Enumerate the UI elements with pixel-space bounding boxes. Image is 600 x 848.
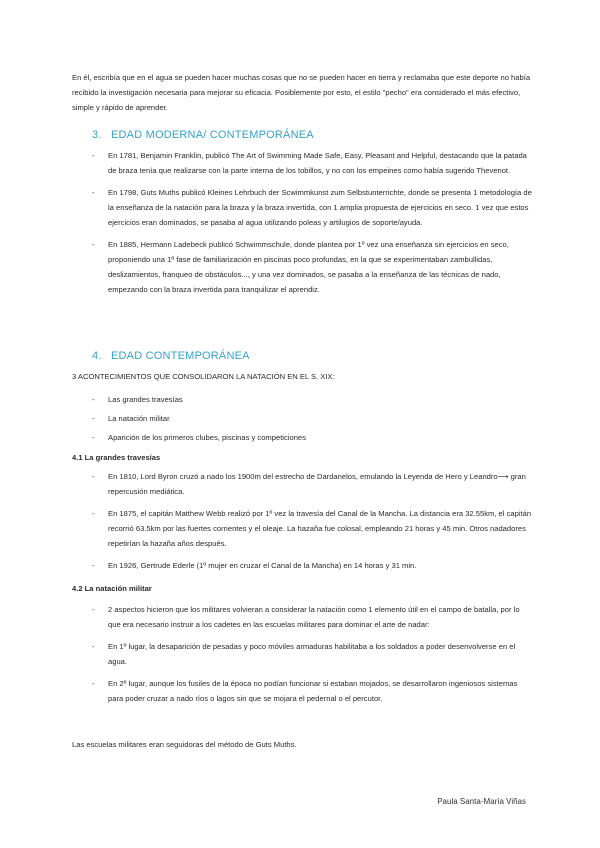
closing-paragraph: Las escuelas militares eran seguidoras del método de Guts Muths. bbox=[72, 740, 297, 749]
section-3-title: EDAD MODERNA/ CONTEMPORÁNEA bbox=[111, 129, 314, 141]
section-4-title: EDAD CONTEMPORÁNEA bbox=[111, 350, 250, 362]
list-item: - En 1º lugar, la desaparición de pesadas y poco móviles armaduras habilitaba a los soldados a poder desenvolverse en el agua. bbox=[92, 642, 516, 666]
list-item: - 2 aspectos hicieron que los militares volvieran a considerar la natación como 1 elemento útil en el campo de batalla, por lo que era necesario instruir a los cadetes en las escuelas militares para dominar el arte de nadar: bbox=[92, 605, 520, 629]
subsection-4-2-list bbox=[92, 602, 532, 706]
list-item: - En 1781, Benjamin Franklin, publicó The Art of Swimming Made Safe, Easy, Pleasant and Helpful, destacando que la patada de braza tenía que realizarse con la parte interna de los tobillos, y no con los empeines como había sugerido Thevenot. bbox=[92, 151, 527, 175]
subsection-4-2-title: 4.2 La natación militar bbox=[72, 584, 152, 593]
list-item: - En 1875, el capitán Matthew Webb realizó por 1º vez la travesía del Canal de la Mancha. La distancia era 32.55km, el capitán recorrió 63.5km por las fuertes corrientes y el oleaje. La hazaña fue colosal, empleando 21 horas y 45 min. Otros nadadores repetirían la hazaña años después. bbox=[92, 509, 532, 548]
section-3-list bbox=[92, 148, 532, 297]
intro-paragraph: En él, escribía que en el agua se pueden hacer muchas cosas que no se pueden hacer en tierra y reclamaba que este deporte no había recibido la investigación necesaria para mejorar su eficacia. Posiblemente por esto, el estilo "pecho" era considerado el más efectivo, simple y rápido de aprender. bbox=[72, 73, 531, 112]
list-item: - Las grandes travesías bbox=[92, 395, 183, 404]
section-4-list bbox=[92, 392, 532, 445]
section-4-lead: 3 ACONTECIMIENTOS QUE CONSOLIDARON LA NATACIÓN EN EL S. XIX: bbox=[72, 372, 335, 381]
list-item: - La natación militar bbox=[92, 414, 170, 423]
list-item: - En 1885, Hermann Ladebeck publicó Schwimmschule, donde plantea por 1º vez una enseñanza sin ejercicios en seco, proponiendo una 1º fase de familiarización en piscinas poco profundas, en la que se experimentaban zambullidas, deslizamientos, franqueo de obstáculos..., y una vez dominados, se pasaba a la enseñanza de las técnicas de nado, empezando con la braza invertida para tranquilizar el aprendiz. bbox=[92, 240, 509, 294]
list-item: - En 1798, Guts Muths publicó Kleines Lehrbuch der Scwimmkunst zum Selbstunterrichte, donde se presenta 1 metodología de la enseñanza de la natación para la braza y la braza invertida, con 1 amplia propuesta de ejercicios en seco. 1 vez que estos ejercicios eran dominados, se pasaba al agua utilizando poleas y artilugios de soporte/ayuda. bbox=[92, 188, 532, 227]
list-item: - En 2º lugar, aunque los fusiles de la época no podían funcionar si estaban mojados, se desarrollaron ingeniosos sistemas para poder cruzar a nado ríos o lagos sin que se mojara el pedernal o el percutor. bbox=[92, 679, 518, 703]
section-4-number: 4. bbox=[92, 350, 102, 362]
section-3-heading bbox=[92, 129, 314, 141]
section-4-heading bbox=[92, 350, 250, 362]
list-item: - En 1810, Lord Byron cruzó a nado los 1900m del estrecho de Dardanelos, emulando la Leyenda de Hero y Leandro⟶ gran repercusión mediática. bbox=[92, 472, 526, 496]
list-item: - Aparición de los primeros clubes, piscinas y competiciones bbox=[92, 433, 306, 442]
list-item: - En 1926, Gertrude Ederle (1º mujer en cruzar el Canal de la Mancha) en 14 horas y 31 min. bbox=[92, 561, 417, 570]
subsection-4-1-title: 4.1 La grandes travesías bbox=[72, 453, 161, 462]
page-footer-author: Paula Santa-María Viñas bbox=[437, 797, 526, 806]
section-3-number: 3. bbox=[92, 129, 102, 141]
subsection-4-1-list bbox=[92, 469, 532, 573]
